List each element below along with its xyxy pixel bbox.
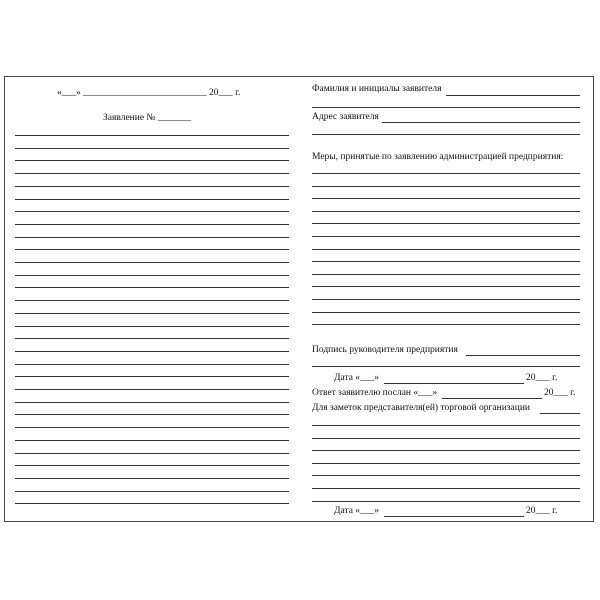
right-page <box>300 77 593 521</box>
date-field-line-2 <box>384 516 524 517</box>
writing-line <box>312 211 580 212</box>
writing-line <box>15 338 289 339</box>
writing-line <box>15 160 289 161</box>
year-suffix-1: 20___ г. <box>526 373 558 383</box>
writing-line <box>312 488 580 489</box>
writing-line <box>312 450 580 451</box>
writing-line <box>15 414 289 415</box>
writing-line <box>15 173 289 174</box>
writing-line <box>15 313 289 314</box>
date-label-1: Дата «___» <box>334 373 380 383</box>
writing-line <box>15 287 289 288</box>
signature-label: Подпись руководителя предприятия <box>312 345 458 355</box>
writing-line <box>15 249 289 250</box>
statement-number-blank: _______ <box>157 113 192 123</box>
writing-line <box>312 286 580 287</box>
writing-line <box>312 261 580 262</box>
address-extra-line <box>312 134 580 135</box>
writing-line <box>312 438 580 439</box>
signature-extra-line <box>312 366 580 367</box>
writing-line <box>15 453 289 454</box>
signature-field-line <box>466 355 580 356</box>
writing-line <box>15 465 289 466</box>
address-label: Адрес заявителя <box>312 112 379 122</box>
notes-field-line <box>540 413 580 414</box>
writing-line <box>312 299 580 300</box>
measures-label: Меры, принятые по заявлению администрацией предприятия: <box>312 152 564 162</box>
writing-line <box>15 440 289 441</box>
reply-label: Ответ заявителю послан «___» <box>312 388 438 398</box>
date-line: «___» __________________________ 20___ г. <box>57 88 241 98</box>
writing-line <box>312 173 580 174</box>
writing-line <box>15 275 289 276</box>
writing-line <box>312 463 580 464</box>
notes-label: Для заметок представителя(ей) торговой организации <box>312 403 531 413</box>
writing-line <box>312 475 580 476</box>
writing-line <box>312 236 580 237</box>
writing-line <box>312 501 580 502</box>
writing-line <box>312 186 580 187</box>
writing-line <box>312 198 580 199</box>
writing-line <box>15 186 289 187</box>
writing-line <box>15 135 289 136</box>
year-suffix-3: 20___ г. <box>526 506 558 516</box>
writing-line <box>15 351 289 352</box>
reply-date-line <box>442 398 542 399</box>
surname-extra-line <box>312 107 580 108</box>
writing-line <box>15 262 289 263</box>
writing-line <box>15 237 289 238</box>
writing-line <box>15 503 289 504</box>
year-suffix-2: 20___ г. <box>544 388 576 398</box>
date-field-line-1 <box>384 383 524 384</box>
writing-line <box>15 427 289 428</box>
writing-line <box>15 478 289 479</box>
writing-line <box>312 324 580 325</box>
surname-field-line <box>446 95 580 96</box>
writing-line <box>15 376 289 377</box>
writing-line <box>15 402 289 403</box>
writing-line <box>15 389 289 390</box>
document-spread <box>4 76 594 522</box>
writing-line <box>15 148 289 149</box>
writing-line <box>15 300 289 301</box>
writing-line <box>312 274 580 275</box>
writing-line <box>312 312 580 313</box>
statement-title-prefix: Заявление № <box>103 113 156 123</box>
writing-line <box>312 249 580 250</box>
writing-line <box>15 199 289 200</box>
address-field-line <box>382 122 580 123</box>
writing-line <box>312 223 580 224</box>
writing-line <box>15 224 289 225</box>
writing-line <box>15 364 289 365</box>
left-page <box>5 77 300 521</box>
writing-line <box>312 425 580 426</box>
statement-title <box>103 113 191 124</box>
writing-line <box>15 326 289 327</box>
writing-line <box>15 491 289 492</box>
surname-label: Фамилия и инициалы заявителя <box>312 84 442 94</box>
writing-line <box>15 211 289 212</box>
date-label-2: Дата «___» <box>334 506 380 516</box>
